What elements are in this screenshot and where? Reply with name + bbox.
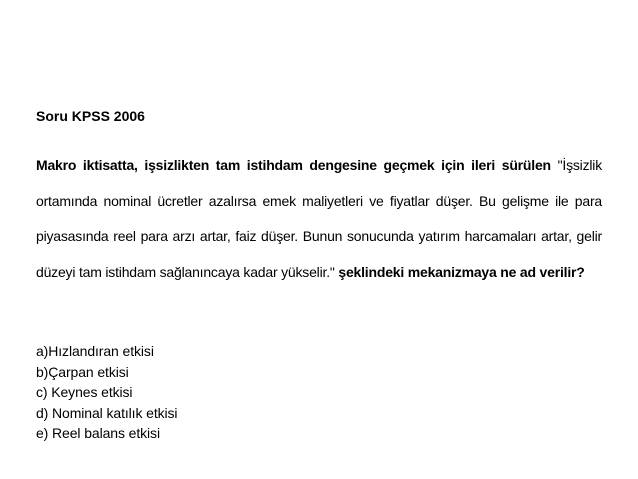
option-c: c) Keynes etkisi [36, 384, 133, 400]
question-text [36, 148, 602, 290]
option-d: d) Nominal katılık etkisi [36, 404, 178, 421]
answer-options [36, 341, 177, 444]
option-b: b)Çarpan etkisi [36, 363, 129, 380]
option-a: a)Hızlandıran etkisi [36, 343, 154, 359]
question-body: "İşsizlik ortamında nominal ücretler azalırsa emek maliyetleri ve fiyatlar düşer. Bu gelişme ile para piyasasında reel para arzı artar, faiz düşer. Bunun sonucunda yatırım harcamaları artar, gelir düzeyi tam istihdam sağlanıncaya kadar yükselir." [36, 157, 602, 280]
option-e: e) Reel balans etkisi [36, 425, 160, 441]
question-lead: Makro iktisatta, işsizlikten tam istihdam dengesine geçmek için ileri sürülen [36, 157, 551, 173]
question-prompt: şeklindeki mekanizmaya ne ad verilir? [338, 263, 585, 280]
question-title: Soru KPSS 2006 [36, 108, 145, 124]
